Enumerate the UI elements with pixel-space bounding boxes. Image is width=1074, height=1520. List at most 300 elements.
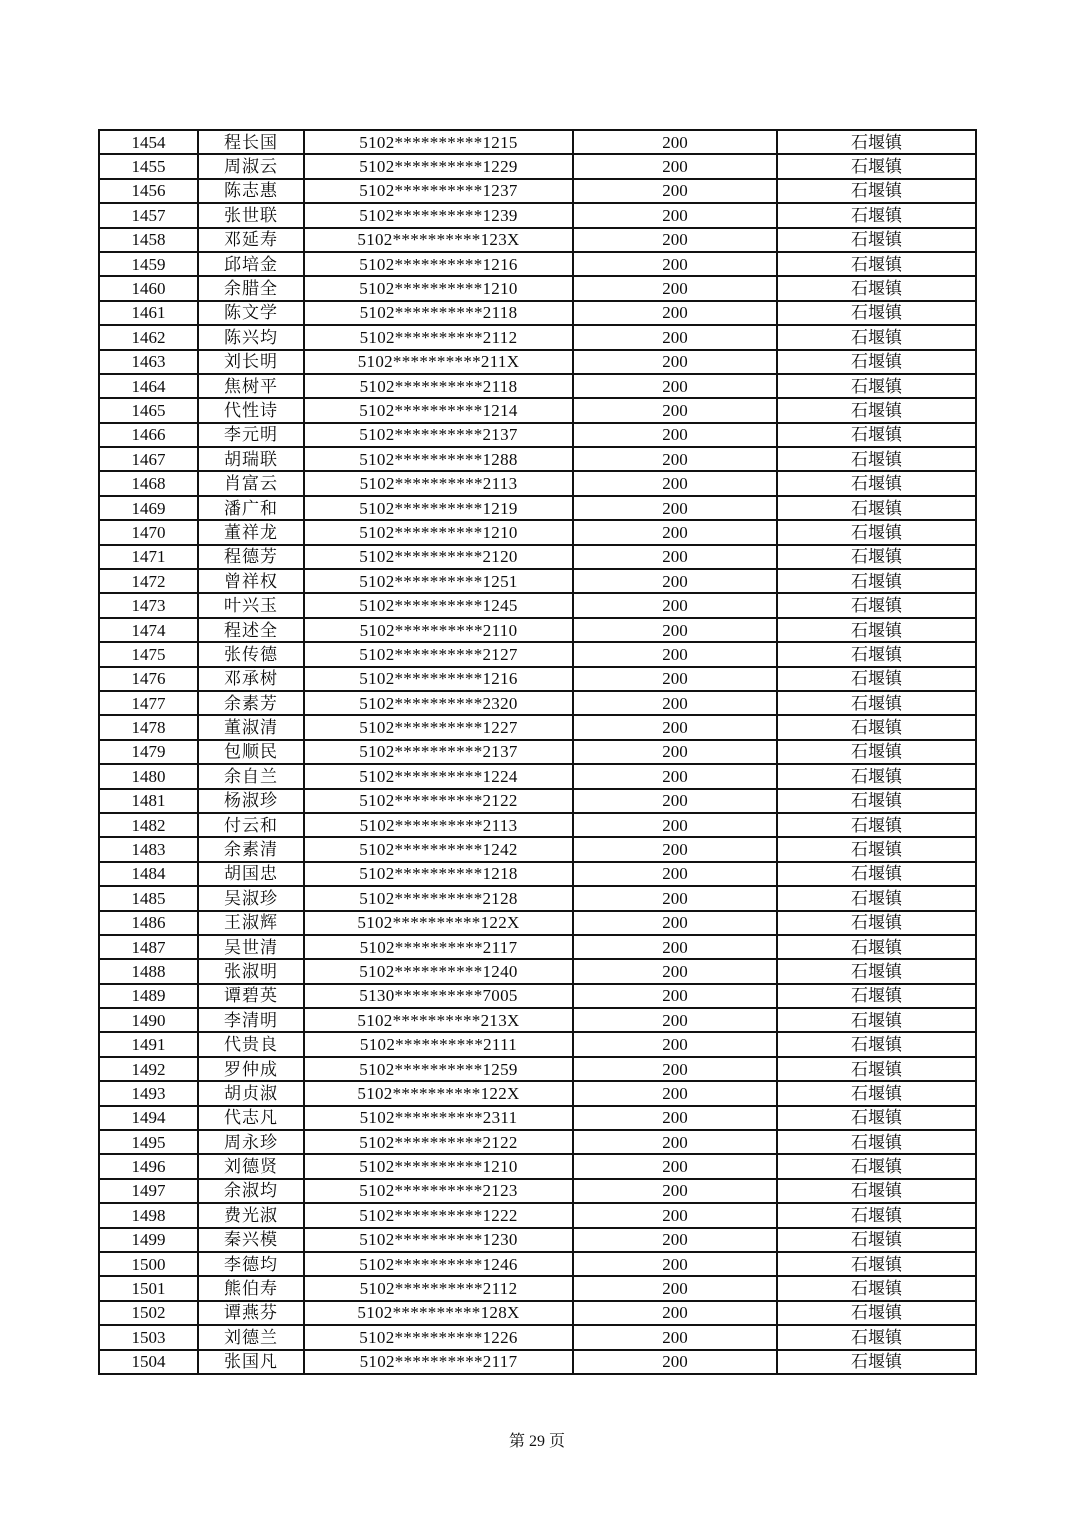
- amount-cell: 200: [573, 593, 777, 617]
- table-row: [99, 447, 976, 471]
- town-cell: 石堰镇: [777, 1325, 976, 1349]
- table-row: [99, 203, 976, 227]
- id-cell: 5102**********1210: [304, 276, 573, 300]
- town-cell: 石堰镇: [777, 984, 976, 1008]
- town-cell: 石堰镇: [777, 398, 976, 422]
- town-cell: 石堰镇: [777, 447, 976, 471]
- table-row: [99, 374, 976, 398]
- id-cell: 5102**********2128: [304, 886, 573, 910]
- town-cell: 石堰镇: [777, 764, 976, 788]
- table-row: [99, 740, 976, 764]
- name-cell: 叶兴玉: [198, 593, 304, 617]
- id-cell: 5102**********1216: [304, 667, 573, 691]
- town-cell: 石堰镇: [777, 1350, 976, 1374]
- town-cell: 石堰镇: [777, 154, 976, 178]
- town-cell: 石堰镇: [777, 1276, 976, 1300]
- name-cell: 余素芳: [198, 691, 304, 715]
- amount-cell: 200: [573, 276, 777, 300]
- name-cell: 胡贞淑: [198, 1081, 304, 1105]
- serial-cell: 1486: [99, 911, 198, 935]
- amount-cell: 200: [573, 642, 777, 666]
- id-cell: 5102**********2137: [304, 423, 573, 447]
- name-cell: 张淑明: [198, 959, 304, 983]
- id-cell: 5102**********211X: [304, 350, 573, 374]
- serial-cell: 1463: [99, 350, 198, 374]
- name-cell: 胡瑞联: [198, 447, 304, 471]
- serial-cell: 1491: [99, 1032, 198, 1056]
- table-row: [99, 1325, 976, 1349]
- name-cell: 曾祥权: [198, 569, 304, 593]
- amount-cell: 200: [573, 398, 777, 422]
- amount-cell: 200: [573, 203, 777, 227]
- id-cell: 5102**********2311: [304, 1106, 573, 1130]
- table-row: [99, 1008, 976, 1032]
- town-cell: 石堰镇: [777, 496, 976, 520]
- name-cell: 罗仲成: [198, 1057, 304, 1081]
- serial-cell: 1485: [99, 886, 198, 910]
- id-cell: 5102**********1246: [304, 1252, 573, 1276]
- name-cell: 邓承树: [198, 667, 304, 691]
- town-cell: 石堰镇: [777, 276, 976, 300]
- id-cell: 5102**********1288: [304, 447, 573, 471]
- amount-cell: 200: [573, 1057, 777, 1081]
- table-row: [99, 130, 976, 154]
- name-cell: 程述全: [198, 618, 304, 642]
- id-cell: 5102**********1240: [304, 959, 573, 983]
- name-cell: 潘广和: [198, 496, 304, 520]
- serial-cell: 1480: [99, 764, 198, 788]
- table-row: [99, 1350, 976, 1374]
- town-cell: 石堰镇: [777, 837, 976, 861]
- town-cell: 石堰镇: [777, 1252, 976, 1276]
- serial-cell: 1495: [99, 1130, 198, 1154]
- amount-cell: 200: [573, 1276, 777, 1300]
- name-cell: 李清明: [198, 1008, 304, 1032]
- amount-cell: 200: [573, 1130, 777, 1154]
- id-cell: 5102**********1222: [304, 1203, 573, 1227]
- name-cell: 程长国: [198, 130, 304, 154]
- amount-cell: 200: [573, 618, 777, 642]
- id-cell: 5102**********1214: [304, 398, 573, 422]
- amount-cell: 200: [573, 1179, 777, 1203]
- town-cell: 石堰镇: [777, 618, 976, 642]
- name-cell: 焦树平: [198, 374, 304, 398]
- table-row: [99, 1106, 976, 1130]
- amount-cell: 200: [573, 959, 777, 983]
- amount-cell: 200: [573, 1032, 777, 1056]
- name-cell: 代志凡: [198, 1106, 304, 1130]
- name-cell: 陈文学: [198, 301, 304, 325]
- town-cell: 石堰镇: [777, 1301, 976, 1325]
- table-row: [99, 813, 976, 837]
- amount-cell: 200: [573, 301, 777, 325]
- serial-cell: 1469: [99, 496, 198, 520]
- town-cell: 石堰镇: [777, 789, 976, 813]
- amount-cell: 200: [573, 1350, 777, 1374]
- amount-cell: 200: [573, 1228, 777, 1252]
- name-cell: 吴淑珍: [198, 886, 304, 910]
- name-cell: 刘德贤: [198, 1154, 304, 1178]
- serial-cell: 1497: [99, 1179, 198, 1203]
- table-row: [99, 691, 976, 715]
- serial-cell: 1459: [99, 252, 198, 276]
- name-cell: 熊伯寿: [198, 1276, 304, 1300]
- id-cell: 5102**********2127: [304, 642, 573, 666]
- town-cell: 石堰镇: [777, 1154, 976, 1178]
- town-cell: 石堰镇: [777, 667, 976, 691]
- table-row: [99, 1301, 976, 1325]
- table-row: [99, 1032, 976, 1056]
- id-cell: 5102**********1251: [304, 569, 573, 593]
- serial-cell: 1462: [99, 325, 198, 349]
- name-cell: 代贵良: [198, 1032, 304, 1056]
- town-cell: 石堰镇: [777, 911, 976, 935]
- name-cell: 董淑清: [198, 715, 304, 739]
- table-row: [99, 154, 976, 178]
- id-cell: 5102**********1227: [304, 715, 573, 739]
- id-cell: 5130**********7005: [304, 984, 573, 1008]
- serial-cell: 1472: [99, 569, 198, 593]
- amount-cell: 200: [573, 154, 777, 178]
- id-cell: 5102**********213X: [304, 1008, 573, 1032]
- name-cell: 肖富云: [198, 471, 304, 495]
- table-row: [99, 837, 976, 861]
- town-cell: 石堰镇: [777, 813, 976, 837]
- town-cell: 石堰镇: [777, 593, 976, 617]
- serial-cell: 1461: [99, 301, 198, 325]
- id-cell: 5102**********1229: [304, 154, 573, 178]
- table-row: [99, 545, 976, 569]
- amount-cell: 200: [573, 179, 777, 203]
- beneficiary-table: [98, 129, 977, 1375]
- amount-cell: 200: [573, 228, 777, 252]
- id-cell: 5102**********1215: [304, 130, 573, 154]
- amount-cell: 200: [573, 667, 777, 691]
- table-row: [99, 593, 976, 617]
- table-row: [99, 1130, 976, 1154]
- name-cell: 吴世清: [198, 935, 304, 959]
- id-cell: 5102**********128X: [304, 1301, 573, 1325]
- town-cell: 石堰镇: [777, 301, 976, 325]
- serial-cell: 1500: [99, 1252, 198, 1276]
- serial-cell: 1488: [99, 959, 198, 983]
- amount-cell: 200: [573, 569, 777, 593]
- name-cell: 杨淑珍: [198, 789, 304, 813]
- serial-cell: 1465: [99, 398, 198, 422]
- table-row: [99, 618, 976, 642]
- amount-cell: 200: [573, 423, 777, 447]
- amount-cell: 200: [573, 1325, 777, 1349]
- table-row: [99, 350, 976, 374]
- amount-cell: 200: [573, 1252, 777, 1276]
- name-cell: 张传德: [198, 642, 304, 666]
- serial-cell: 1489: [99, 984, 198, 1008]
- id-cell: 5102**********1224: [304, 764, 573, 788]
- amount-cell: 200: [573, 984, 777, 1008]
- id-cell: 5102**********1219: [304, 496, 573, 520]
- town-cell: 石堰镇: [777, 520, 976, 544]
- town-cell: 石堰镇: [777, 1057, 976, 1081]
- amount-cell: 200: [573, 1008, 777, 1032]
- amount-cell: 200: [573, 1154, 777, 1178]
- id-cell: 5102**********1237: [304, 179, 573, 203]
- table-row: [99, 959, 976, 983]
- table-row: [99, 1203, 976, 1227]
- id-cell: 5102**********2123: [304, 1179, 573, 1203]
- serial-cell: 1502: [99, 1301, 198, 1325]
- town-cell: 石堰镇: [777, 1032, 976, 1056]
- id-cell: 5102**********2137: [304, 740, 573, 764]
- table-row: [99, 911, 976, 935]
- town-cell: 石堰镇: [777, 1008, 976, 1032]
- amount-cell: 200: [573, 130, 777, 154]
- serial-cell: 1482: [99, 813, 198, 837]
- id-cell: 5102**********1216: [304, 252, 573, 276]
- id-cell: 5102**********2110: [304, 618, 573, 642]
- name-cell: 余素清: [198, 837, 304, 861]
- table-row: [99, 276, 976, 300]
- serial-cell: 1484: [99, 862, 198, 886]
- town-cell: 石堰镇: [777, 935, 976, 959]
- id-cell: 5102**********1259: [304, 1057, 573, 1081]
- table-row: [99, 1228, 976, 1252]
- town-cell: 石堰镇: [777, 569, 976, 593]
- town-cell: 石堰镇: [777, 325, 976, 349]
- serial-cell: 1477: [99, 691, 198, 715]
- name-cell: 费光淑: [198, 1203, 304, 1227]
- town-cell: 石堰镇: [777, 715, 976, 739]
- name-cell: 邓延寿: [198, 228, 304, 252]
- town-cell: 石堰镇: [777, 862, 976, 886]
- table-row: [99, 569, 976, 593]
- serial-cell: 1478: [99, 715, 198, 739]
- table-row: [99, 252, 976, 276]
- table-row: [99, 1081, 976, 1105]
- town-cell: 石堰镇: [777, 179, 976, 203]
- amount-cell: 200: [573, 1081, 777, 1105]
- name-cell: 周淑云: [198, 154, 304, 178]
- town-cell: 石堰镇: [777, 1228, 976, 1252]
- amount-cell: 200: [573, 520, 777, 544]
- table-row: [99, 984, 976, 1008]
- serial-cell: 1481: [99, 789, 198, 813]
- serial-cell: 1474: [99, 618, 198, 642]
- serial-cell: 1501: [99, 1276, 198, 1300]
- id-cell: 5102**********2117: [304, 1350, 573, 1374]
- serial-cell: 1476: [99, 667, 198, 691]
- id-cell: 5102**********2118: [304, 374, 573, 398]
- name-cell: 董祥龙: [198, 520, 304, 544]
- table-row: [99, 1252, 976, 1276]
- name-cell: 李德均: [198, 1252, 304, 1276]
- serial-cell: 1496: [99, 1154, 198, 1178]
- id-cell: 5102**********2122: [304, 1130, 573, 1154]
- id-cell: 5102**********1239: [304, 203, 573, 227]
- serial-cell: 1456: [99, 179, 198, 203]
- table-row: [99, 886, 976, 910]
- town-cell: 石堰镇: [777, 130, 976, 154]
- serial-cell: 1493: [99, 1081, 198, 1105]
- amount-cell: 200: [573, 471, 777, 495]
- amount-cell: 200: [573, 325, 777, 349]
- serial-cell: 1467: [99, 447, 198, 471]
- town-cell: 石堰镇: [777, 350, 976, 374]
- id-cell: 5102**********2111: [304, 1032, 573, 1056]
- id-cell: 5102**********2112: [304, 1276, 573, 1300]
- serial-cell: 1503: [99, 1325, 198, 1349]
- serial-cell: 1499: [99, 1228, 198, 1252]
- name-cell: 余自兰: [198, 764, 304, 788]
- serial-cell: 1483: [99, 837, 198, 861]
- table-row: [99, 301, 976, 325]
- amount-cell: 200: [573, 350, 777, 374]
- amount-cell: 200: [573, 789, 777, 813]
- amount-cell: 200: [573, 911, 777, 935]
- name-cell: 包顺民: [198, 740, 304, 764]
- amount-cell: 200: [573, 1203, 777, 1227]
- id-cell: 5102**********1245: [304, 593, 573, 617]
- serial-cell: 1487: [99, 935, 198, 959]
- town-cell: 石堰镇: [777, 252, 976, 276]
- table-row: [99, 1154, 976, 1178]
- town-cell: 石堰镇: [777, 740, 976, 764]
- id-cell: 5102**********122X: [304, 1081, 573, 1105]
- id-cell: 5102**********2117: [304, 935, 573, 959]
- serial-cell: 1455: [99, 154, 198, 178]
- amount-cell: 200: [573, 740, 777, 764]
- name-cell: 张世联: [198, 203, 304, 227]
- amount-cell: 200: [573, 935, 777, 959]
- serial-cell: 1457: [99, 203, 198, 227]
- name-cell: 刘长明: [198, 350, 304, 374]
- amount-cell: 200: [573, 545, 777, 569]
- id-cell: 5102**********123X: [304, 228, 573, 252]
- serial-cell: 1466: [99, 423, 198, 447]
- serial-cell: 1473: [99, 593, 198, 617]
- town-cell: 石堰镇: [777, 1130, 976, 1154]
- name-cell: 余腊全: [198, 276, 304, 300]
- amount-cell: 200: [573, 252, 777, 276]
- amount-cell: 200: [573, 691, 777, 715]
- amount-cell: 200: [573, 374, 777, 398]
- name-cell: 程德芳: [198, 545, 304, 569]
- name-cell: 周永珍: [198, 1130, 304, 1154]
- amount-cell: 200: [573, 862, 777, 886]
- serial-cell: 1498: [99, 1203, 198, 1227]
- table-row: [99, 423, 976, 447]
- serial-cell: 1504: [99, 1350, 198, 1374]
- name-cell: 邱培金: [198, 252, 304, 276]
- table-row: [99, 228, 976, 252]
- id-cell: 5102**********1210: [304, 520, 573, 544]
- name-cell: 李元明: [198, 423, 304, 447]
- serial-cell: 1468: [99, 471, 198, 495]
- town-cell: 石堰镇: [777, 423, 976, 447]
- town-cell: 石堰镇: [777, 545, 976, 569]
- name-cell: 秦兴模: [198, 1228, 304, 1252]
- id-cell: 5102**********1242: [304, 837, 573, 861]
- serial-cell: 1494: [99, 1106, 198, 1130]
- table-row: [99, 862, 976, 886]
- table-row: [99, 520, 976, 544]
- name-cell: 陈兴均: [198, 325, 304, 349]
- id-cell: 5102**********2118: [304, 301, 573, 325]
- amount-cell: 200: [573, 813, 777, 837]
- amount-cell: 200: [573, 1106, 777, 1130]
- id-cell: 5102**********2113: [304, 813, 573, 837]
- id-cell: 5102**********1210: [304, 1154, 573, 1178]
- table-row: [99, 325, 976, 349]
- id-cell: 5102**********2112: [304, 325, 573, 349]
- name-cell: 谭碧英: [198, 984, 304, 1008]
- id-cell: 5102**********1226: [304, 1325, 573, 1349]
- name-cell: 张国凡: [198, 1350, 304, 1374]
- town-cell: 石堰镇: [777, 1081, 976, 1105]
- town-cell: 石堰镇: [777, 959, 976, 983]
- table-row: [99, 642, 976, 666]
- serial-cell: 1475: [99, 642, 198, 666]
- name-cell: 代性诗: [198, 398, 304, 422]
- amount-cell: 200: [573, 447, 777, 471]
- name-cell: 王淑辉: [198, 911, 304, 935]
- table-row: [99, 1057, 976, 1081]
- amount-cell: 200: [573, 886, 777, 910]
- amount-cell: 200: [573, 764, 777, 788]
- table-row: [99, 179, 976, 203]
- serial-cell: 1458: [99, 228, 198, 252]
- table-row: [99, 496, 976, 520]
- table-row: [99, 715, 976, 739]
- table-row: [99, 764, 976, 788]
- serial-cell: 1470: [99, 520, 198, 544]
- id-cell: 5102**********1230: [304, 1228, 573, 1252]
- serial-cell: 1464: [99, 374, 198, 398]
- table-row: [99, 471, 976, 495]
- name-cell: 陈志惠: [198, 179, 304, 203]
- town-cell: 石堰镇: [777, 228, 976, 252]
- table-row: [99, 789, 976, 813]
- id-cell: 5102**********2113: [304, 471, 573, 495]
- serial-cell: 1492: [99, 1057, 198, 1081]
- name-cell: 胡国忠: [198, 862, 304, 886]
- amount-cell: 200: [573, 496, 777, 520]
- town-cell: 石堰镇: [777, 886, 976, 910]
- table-row: [99, 398, 976, 422]
- town-cell: 石堰镇: [777, 1179, 976, 1203]
- page-number: 第 29 页: [508, 1433, 565, 1450]
- town-cell: 石堰镇: [777, 471, 976, 495]
- town-cell: 石堰镇: [777, 203, 976, 227]
- table-row: [99, 1179, 976, 1203]
- table-row: [99, 667, 976, 691]
- serial-cell: 1454: [99, 130, 198, 154]
- town-cell: 石堰镇: [777, 691, 976, 715]
- name-cell: 付云和: [198, 813, 304, 837]
- id-cell: 5102**********122X: [304, 911, 573, 935]
- town-cell: 石堰镇: [777, 374, 976, 398]
- id-cell: 5102**********2320: [304, 691, 573, 715]
- amount-cell: 200: [573, 1301, 777, 1325]
- table-body: [99, 130, 976, 1374]
- town-cell: 石堰镇: [777, 1106, 976, 1130]
- id-cell: 5102**********1218: [304, 862, 573, 886]
- serial-cell: 1479: [99, 740, 198, 764]
- id-cell: 5102**********2120: [304, 545, 573, 569]
- table-row: [99, 1276, 976, 1300]
- name-cell: 余淑均: [198, 1179, 304, 1203]
- serial-cell: 1490: [99, 1008, 198, 1032]
- table-row: [99, 935, 976, 959]
